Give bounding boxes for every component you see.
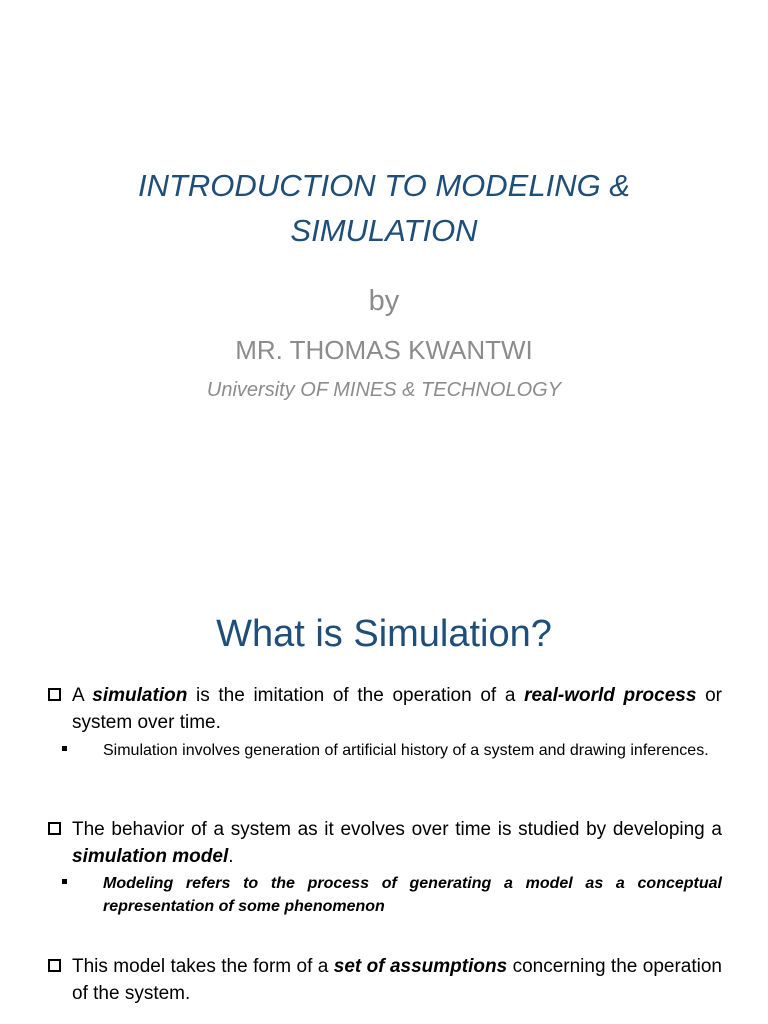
sub-bullet-1 (60, 739, 722, 762)
title-line-1: INTRODUCTION TO MODELING & (137, 168, 630, 203)
filled-square-icon (62, 879, 67, 884)
presentation-title (84, 163, 684, 253)
hollow-square-icon (48, 688, 61, 701)
sub-bullet-1-text: Simulation involves generation of artificial history of a system and drawing inferences. (103, 742, 709, 759)
title-line-2: SIMULATION (290, 213, 478, 248)
sub-bullet-2 (60, 872, 722, 918)
bullet-1-text: A simulation is the imitation of the operation of a real-world process or system over time. (72, 685, 722, 733)
hollow-square-icon (48, 822, 61, 835)
by-label: by (368, 285, 400, 317)
bullet-item-2 (46, 816, 722, 870)
bullet-item-1 (46, 682, 722, 736)
bullet-3-text: This model takes the form of a set of assumptions concerning the operation of the system. (72, 956, 722, 1004)
content-slide (0, 576, 768, 1024)
hollow-square-icon (48, 959, 61, 972)
bullet-2-text: The behavior of a system as it evolves over time is studied by developing a simulation model. (72, 819, 722, 867)
filled-square-icon (62, 746, 67, 751)
author-name: MR. THOMAS KWANTWI (235, 335, 533, 365)
institution-name: University OF MINES & TECHNOLOGY (206, 379, 562, 401)
bullet-item-3 (46, 953, 722, 1007)
slide-title: What is Simulation? (216, 613, 552, 655)
sub-bullet-2-text: Modeling refers to the process of generating a model as a conceptual representation of some phenomenon (103, 875, 722, 915)
